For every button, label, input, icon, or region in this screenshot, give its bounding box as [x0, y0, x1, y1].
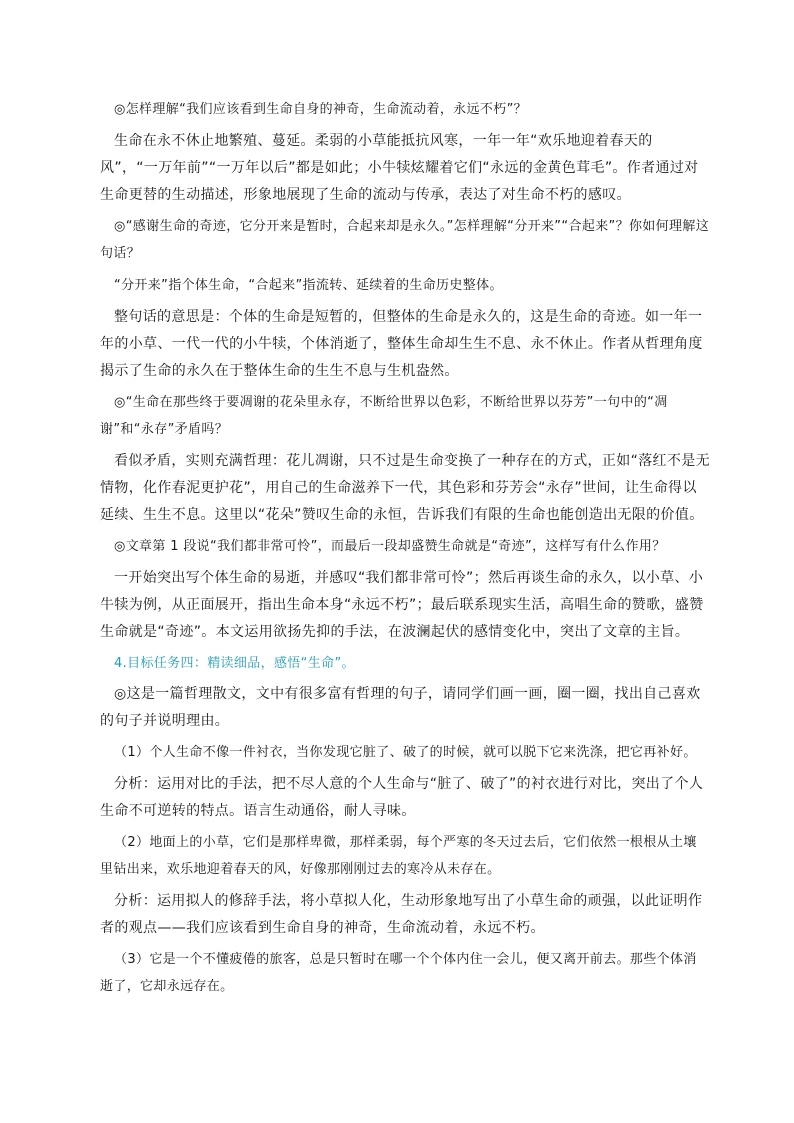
analysis-1: 分析：运用对比的手法，把不尽人意的个人生命与“脏了、破了”的衬衣进行对比，突出了个人生命不可逆转的特点。语言生动通俗，耐人寻味。	[100, 776, 704, 819]
question-1: ◎怎样理解“我们应该看到生命自身的神奇，生命流动着，永远不朽”？	[114, 102, 528, 117]
answer-4: 一开始突出写个体生命的易逝，并感叹“我们都非常可怜”；然后再谈生命的永久，以小草、小牛犊为例，从正面展开，指出生命本身“永远不朽”；最后联系现实生活，高唱生命的赞歌，盛赞生命就是“奇迹”。本文运用欲扬先抑的手法，在波澜起伏的感情变化中，突出了文章的主旨。	[100, 570, 704, 640]
task-instruction: ◎这是一篇哲理散文，文中有很多富有哲理的句子，请同学们画一画，圈一圈，找出自己喜欢的句子并说明理由。	[100, 686, 701, 729]
example-1: （1）个人生命不像一件衬衣，当你发现它脏了、破了的时候，就可以脱下它来洗涤，把它再补好。	[114, 745, 697, 760]
question-2: ◎“感谢生命的奇迹，它分开来是暂时，合起来却是永久。”怎样理解“分开来”“合起来”？你如何理解这句话？	[100, 219, 710, 261]
question-4: ◎文章第 1 段说“我们都非常可怜”，而最后一段却盛赞生命就是“奇迹”，这样写有什么作用？	[114, 539, 666, 554]
answer-2b: 整句话的意思是：个体的生命是短暂的，但整体的生命是永久的，这是生命的奇迹。如一年一年的小草、一代一代的小牛犊，个体消逝了，整体生命却生生不息、永不休止。作者从哲理角度揭示了生命的永久在于整体生命的生生不息与生机盎然。	[100, 309, 703, 379]
answer-1: 生命在永不休止地繁殖、蔓延。柔弱的小草能抵抗风寒，一年一年“欢乐地迎着春天的风”，“一万年前”“一万年以后”都是如此；小牛犊炫耀着它们“永远的金黄色茸毛”。作者通过对生命更替的生动描述，形象地展现了生命的流动与传承，表达了对生命不朽的感叹。	[100, 133, 699, 203]
document-page	[100, 96, 710, 1005]
answer-3: 看似矛盾，实则充满哲理：花儿凋谢，只不过是生命变换了一种存在的方式，正如“落红不是无情物，化作春泥更护花”，用自己的生命滋养下一代，其色彩和芬芳会“永存”世间，让生命得以延续、生生不息。这里以“花朵”赞叹生命的永恒，告诉我们有限的生命也能创造出无限的价值。	[100, 453, 710, 523]
example-3: （3）它是一个不懂疲倦的旅客，总是只暂时在哪一个个体内住一会儿，便又离开前去。那些个体消逝了，它却永远存在。	[100, 952, 697, 994]
example-2: （2）地面上的小草，它们是那样卑微，那样柔弱，每个严寒的冬天过去后，它们依然一根根从土壤里钻出来，欢乐地迎着春天的风，好像那刚刚过去的寒冷从未存在。	[100, 835, 697, 877]
answer-2a: “分开来”指个体生命，“合起来”指流转、延续着的生命历史整体。	[114, 278, 503, 293]
question-3: ◎“生命在那些终于要凋谢的花朵里永存，不断给世界以色彩，不断给世界以芬芳”一句中的“凋谢”和“永存”矛盾吗？	[100, 395, 668, 437]
analysis-2: 分析：运用拟人的修辞手法，将小草拟人化，生动形象地写出了小草生命的顽强，以此证明作者的观点——我们应该看到生命自身的神奇，生命流动着，永远不朽。	[100, 893, 703, 936]
section-heading-task-4: 4.目标任务四：精读细品，感悟“生命”。	[114, 656, 355, 671]
